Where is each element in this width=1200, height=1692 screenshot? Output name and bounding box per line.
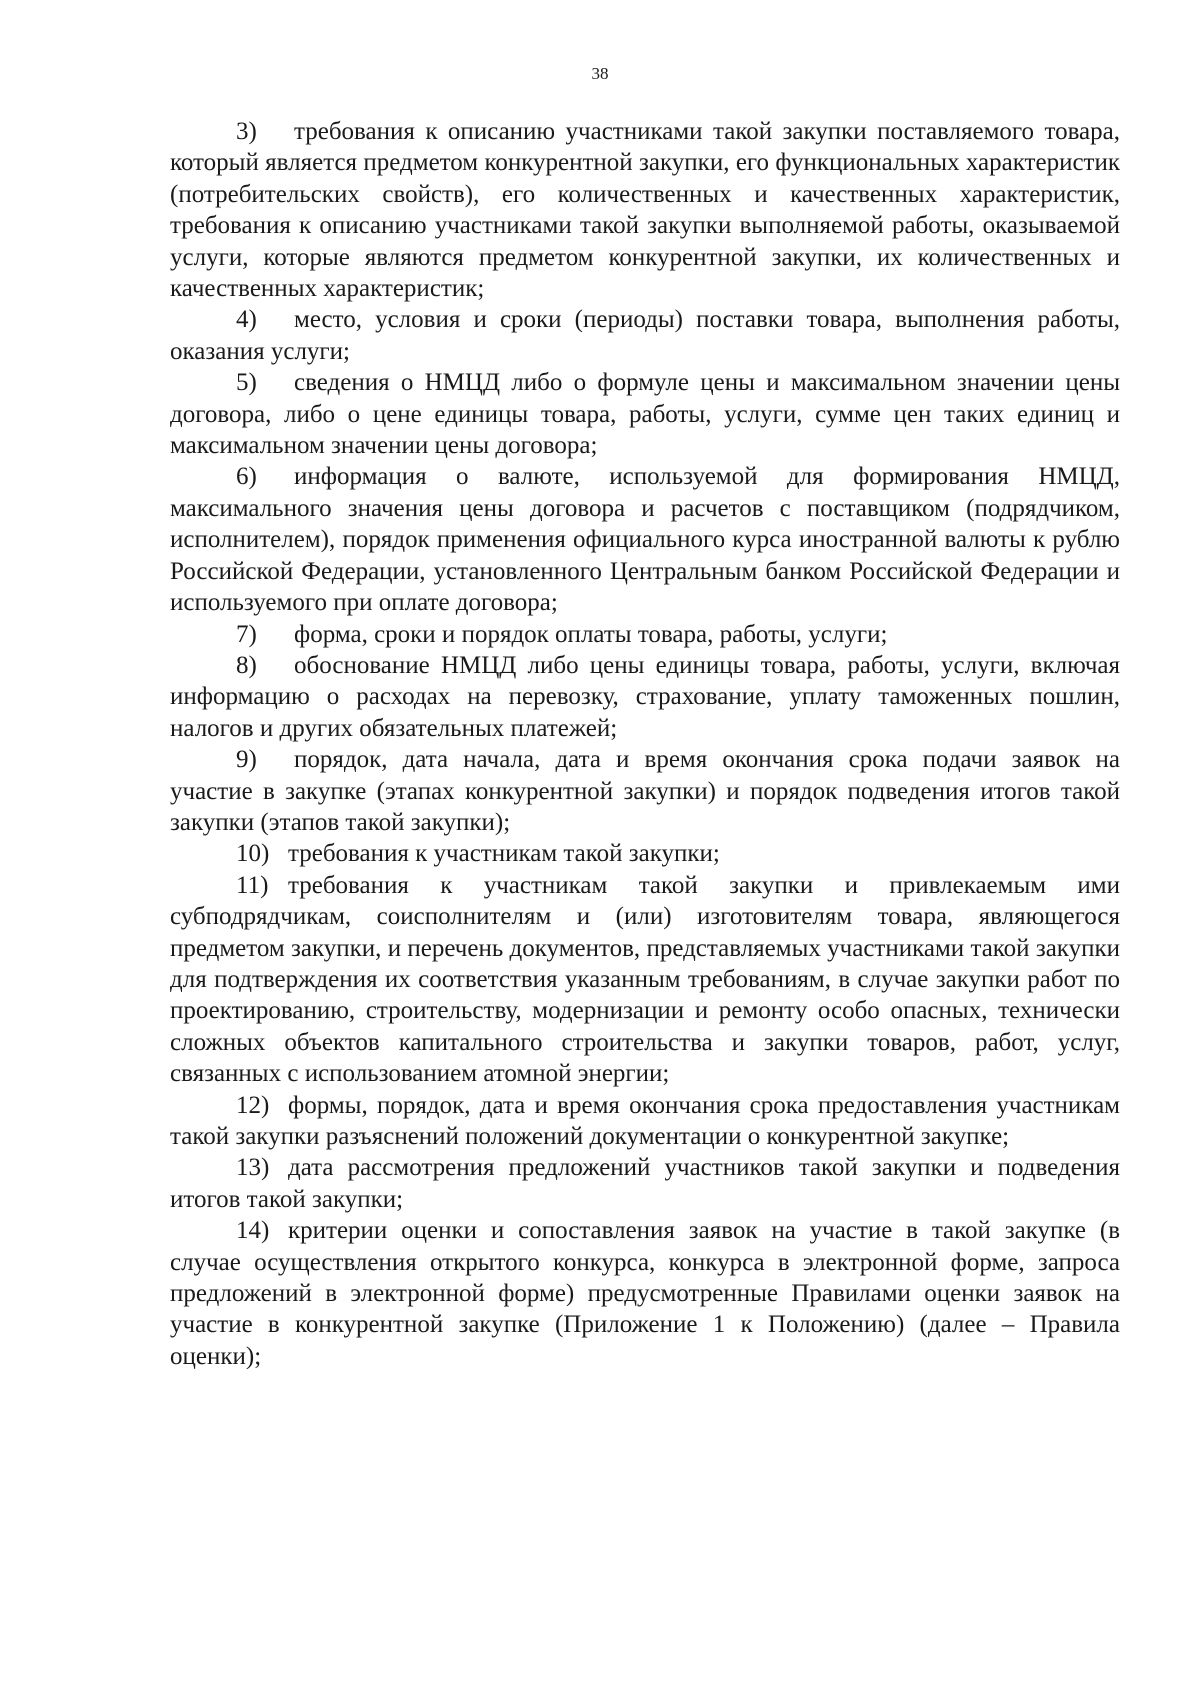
list-item [170, 461, 1120, 618]
list-item [170, 1152, 1120, 1215]
list-item [170, 1215, 1120, 1372]
item-text: информация о валюте, используемой для формирования НМЦД, максимального значения цены договора и расчетов с поставщиком (подрядчиком, исполнителем), порядок применения официального курса иностранной валюты к рублю Российской Федерации, установленного Центральным банком Российской Федерации и используемого при оплате договора; [170, 463, 1120, 617]
item-text: порядок, дата начала, дата и время окончания срока подачи заявок на участие в закупке (этапах конкурентной закупки) и порядок подведения итогов такой закупки (этапов такой закупки); [170, 746, 1120, 836]
item-text: форма, сроки и порядок оплаты товара, работы, услуги; [294, 620, 888, 648]
item-text: требования к участникам такой закупки и привлекаемым ими субподрядчикам, соисполнителям и (или) изготовителям товара, являющегося предметом закупки, и перечень документов, представляемых участниками такой закупки для подтверждения их соответствия указанным требованиям, в случае закупки работ по проектированию, строительству, модернизации и ремонту особо опасных, технически сложных объектов капитального строительства и закупки товаров, работ, услуг, связанных с использованием атомной энергии; [170, 871, 1120, 1088]
list-item [170, 619, 1120, 650]
item-number: 6) [236, 463, 257, 491]
list-item [170, 304, 1120, 367]
item-number: 10) [236, 840, 270, 868]
item-text: обоснование НМЦД либо цены единицы товара, работы, услуги, включая информацию о расходах на перевозку, страхование, уплату таможенных пошлин, налогов и других обязательных платежей; [170, 651, 1120, 742]
item-number: 7) [236, 620, 257, 648]
item-number: 4) [236, 306, 257, 334]
item-text: место, условия и сроки (периоды) поставки товара, выполнения работы, оказания услуги; [170, 306, 1120, 365]
list-item [170, 744, 1120, 838]
list-item [170, 116, 1120, 304]
list-item [170, 367, 1120, 461]
item-text: критерии оценки и сопоставления заявок на участие в такой закупке (в случае осуществления открытого конкурса, конкурса в электронной форме, запроса предложений в электронной форме) предусмотренные Правилами оценки заявок на участие в конкурентной закупке (Приложение 1 к Положению) (далее – Правила оценки); [170, 1217, 1120, 1370]
item-text: требования к описанию участниками такой закупки поставляемого товара, который является предметом конкурентной закупки, его функциональных характеристик (потребительских свойств), его количественных и качественных характеристик, требования к описанию участниками такой закупки выполняемой работы, оказываемой услуги, которые являются предметом конкурентной закупки, их количественных и качественных характеристик; [170, 118, 1120, 303]
list-item [170, 870, 1120, 1090]
item-text: формы, порядок, дата и время окончания срока предоставления участникам такой закупки разъяснений положений документации о конкурентной закупке; [170, 1091, 1120, 1150]
item-text: дата рассмотрения предложений участников такой закупки и подведения итогов такой закупки; [170, 1154, 1120, 1213]
item-number: 11) [236, 871, 269, 899]
item-number: 14) [236, 1217, 270, 1245]
list-item [170, 1090, 1120, 1153]
item-number: 9) [236, 746, 257, 774]
item-number: 3) [236, 118, 257, 145]
item-number: 13) [236, 1154, 270, 1182]
item-number: 8) [236, 651, 257, 679]
item-text: требования к участникам такой закупки; [288, 840, 720, 868]
page-number: 38 [591, 64, 609, 83]
item-number: 5) [236, 369, 257, 397]
list-item [170, 838, 1120, 869]
document-body [170, 116, 1120, 1372]
list-item [170, 650, 1120, 744]
item-text: сведения о НМЦД либо о формуле цены и максимальном значении цены договора, либо о цене единицы товара, работы, услуги, сумме цен таких единиц и максимальном значении цены договора; [170, 369, 1120, 460]
item-number: 12) [236, 1091, 270, 1119]
